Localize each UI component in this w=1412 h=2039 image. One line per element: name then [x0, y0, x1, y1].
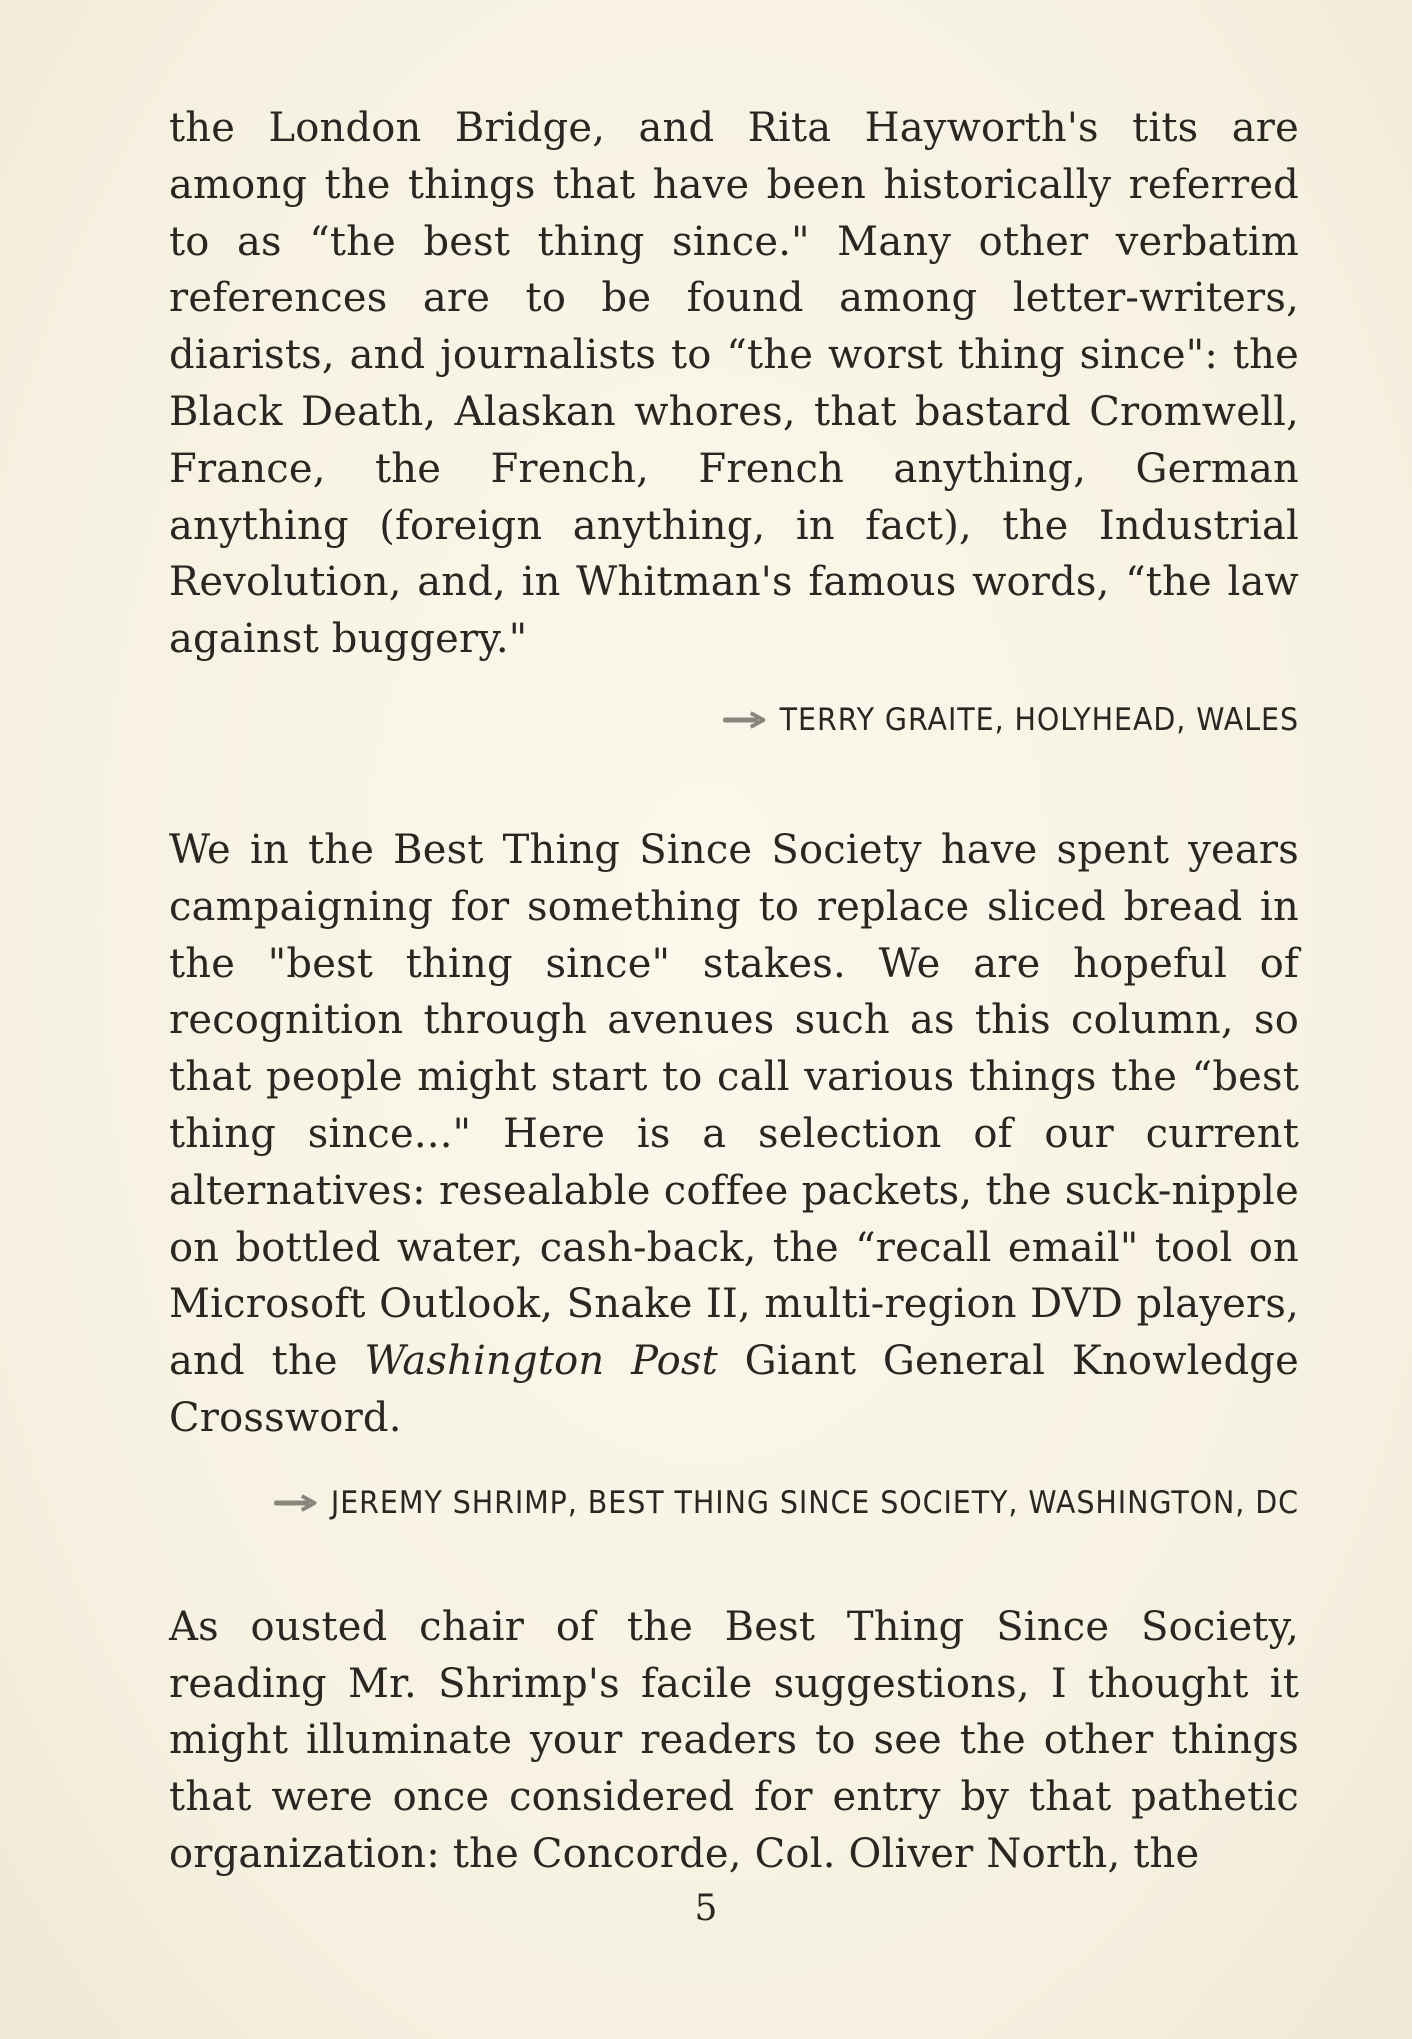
page-number: 5 [694, 1888, 718, 1929]
publication-title: Washington Post [364, 1338, 718, 1385]
signature-text: JEREMY SHRIMP, BEST THING SINCE SOCIETY, WASHINGTON, DC [330, 1484, 1300, 1521]
letter-paragraph: the London Bridge, and Rita Hayworth's tits are among the things that have been historically referred to as “the best thing since." Many other verbatim references are to be found among letter-writers, diarists, and journalists to “the worst thing since": the Black Death, Alaskan whores, that bastard Cromwell, France, the French, French anything, German anything (foreign anything, in fact), the Industrial Revolution, and, in Whitman's famous words, “the law against buggery." [169, 105, 1299, 663]
letter-paragraph [169, 822, 1299, 1447]
signature-text: TERRY GRAITE, HOLYHEAD, WALES [779, 701, 1299, 738]
letter-paragraph: As ousted chair of the Best Thing Since Society, reading Mr. Shrimp's facile suggestions, I thought it might illuminate your readers to see the other things that were once considered for entry by that pathetic organization: the Concorde, Col. Oliver North, the [169, 1603, 1299, 1877]
text-column [169, 100, 1299, 1883]
letter-signature [259, 702, 1299, 738]
arrow-right-icon [274, 1493, 318, 1513]
letter-text: Giant General Knowledge Crossword. [169, 1338, 1299, 1441]
letter-text: We in the Best Thing Since Society have spent years campaigning for something to replace sliced bread in the "best thing since" stakes. We are hopeful of recognition through avenues such as this column, so that people might start to call various things the “best thing since..." Here is a selection of our current alternatives: resealable coffee packets, the suck-nipple on bottled water, cash-back, the “recall email" tool on Microsoft Outlook, Snake II, multi-region DVD players, and the [169, 826, 1299, 1385]
letter-signature [259, 1485, 1299, 1521]
arrow-right-icon [723, 710, 767, 730]
